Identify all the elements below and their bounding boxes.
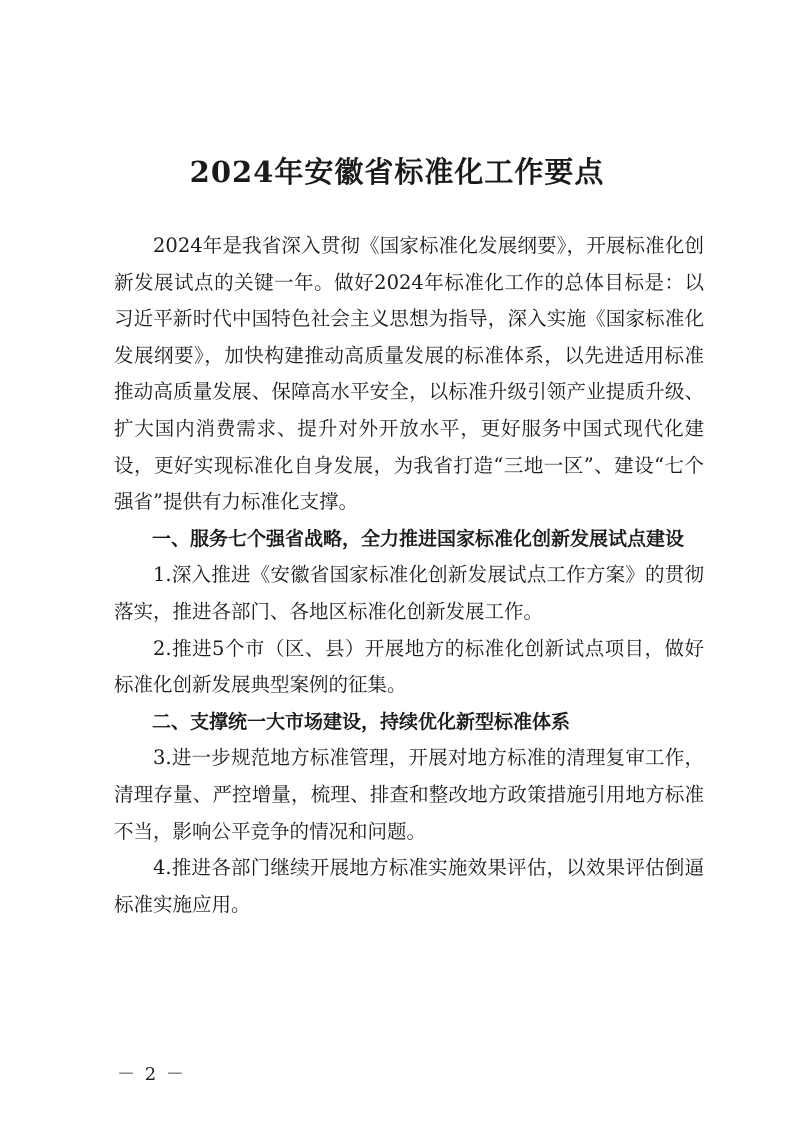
section-heading-1: 一、服务七个强省战略，全力推进国家标准化创新发展试点建设 [152,527,685,550]
item-paragraph-1: 1.深入推进《安徽省国家标准化创新发展试点工作方案》的贯彻落实，推进各部门、各地区标准化创新发展工作。 [114,563,704,623]
document-title: 2024年安徽省标准化工作要点 [189,155,605,189]
page-number: － 2 － [117,1064,186,1085]
item-paragraph-4: 4.推进各部门继续开展地方标准实施效果评估，以效果评估倒逼标准实施应用。 [114,856,704,916]
item-paragraph-2: 2.推进5个市（区、县）开展地方的标准化创新试点项目，做好标准化创新发展典型案例的征集。 [114,636,704,697]
document-body [114,228,704,923]
item-paragraph-3: 3.进一步规范地方标准管理，开展对地方标准的清理复审工作，清理存量、严控增量，梳理、排查和整改地方政策措施引用地方标准不当，影响公平竞争的情况和问题。 [114,746,704,843]
intro-paragraph: 2024年是我省深入贯彻《国家标准化发展纲要》，开展标准化创新发展试点的关键一年。做好2024年标准化工作的总体目标是：以习近平新时代中国特色社会主义思想为指导，深入实施《国家标准化发展纲要》，加快构建推动高质量发展的标准体系，以先进适用标准推动高质量发展、保障高水平安全，以标准升级引领产业提质升级、扩大国内消费需求、提升对外开放水平，更好服务中国式现代化建设，更好实现标准化自身发展，为我省打造“三地一区”、建设“七个强省”提供有力标准化支撑。 [114,234,704,514]
section-heading-2: 二、支撑统一大市场建设，持续优化新型标准体系 [152,710,571,733]
